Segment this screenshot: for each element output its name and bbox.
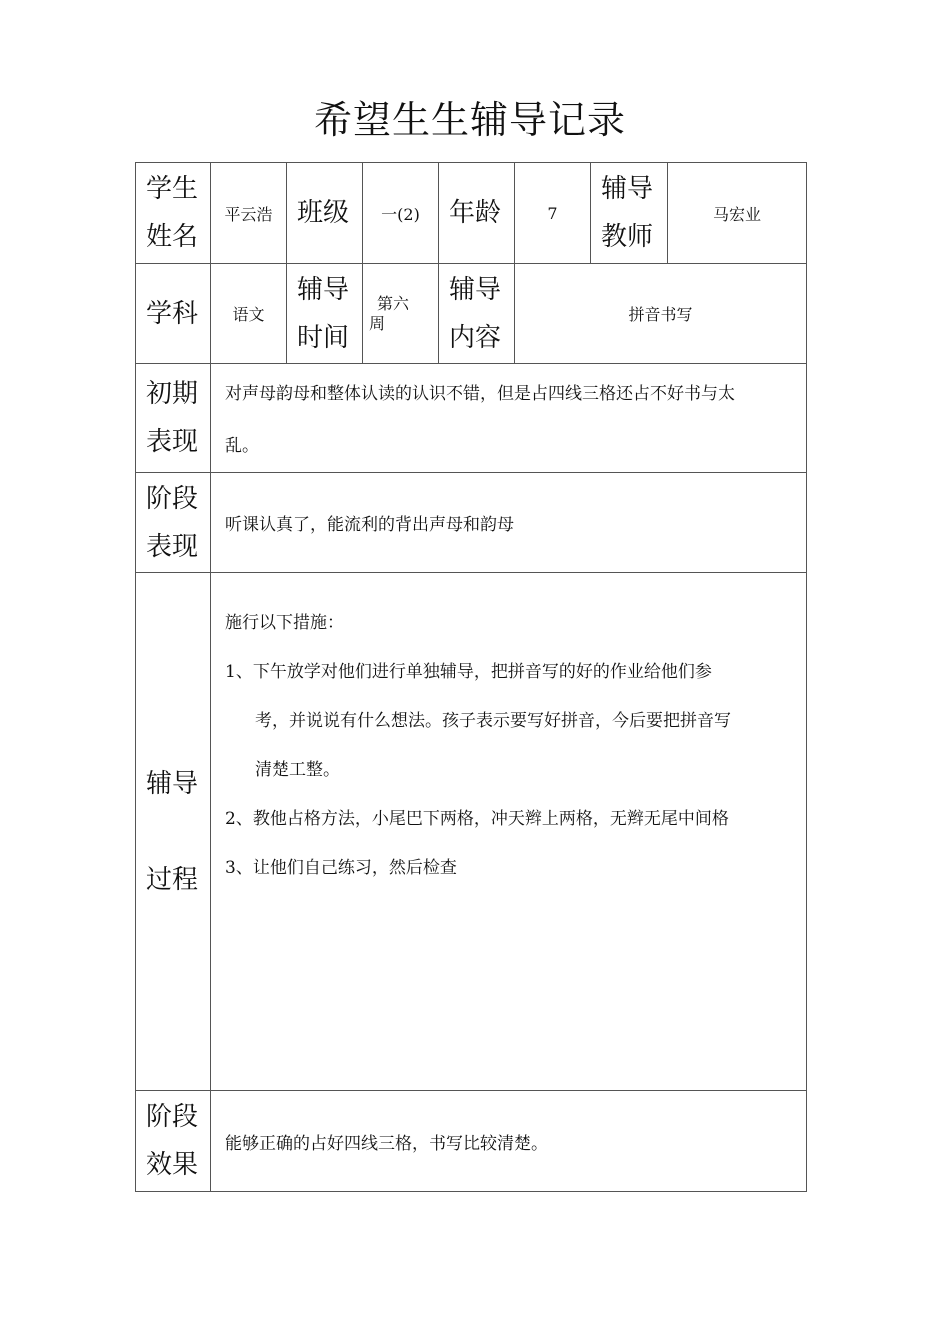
initial-performance-row [136,364,807,473]
class-label: 班级 [287,163,363,264]
stage-effect-row [136,1091,807,1192]
stage-effect-label: 阶段 效果 [136,1091,211,1192]
teacher-name-value: 马宏业 [668,163,807,264]
class-value: 一(2) [363,163,439,264]
initial-performance-label: 初期 表现 [136,364,211,473]
tutoring-content-label: 辅导 内容 [439,264,515,364]
tutoring-time-value: 第六 周 [363,264,439,364]
tutoring-record-table [135,162,807,1192]
stage-performance-row [136,473,807,573]
subject-row [136,264,807,364]
age-value: 7 [515,163,591,264]
teacher-label: 辅导 教师 [591,163,668,264]
age-label: 年龄 [439,163,515,264]
page-title: 希望生生辅导记录 [313,98,626,142]
student-name-label: 学生 姓名 [136,163,211,264]
stage-effect-text: 能够正确的占好四线三格，书写比较清楚。 [211,1091,807,1192]
student-name-value: 平云浩 [211,163,287,264]
subject-label: 学科 [136,264,211,364]
stage-performance-label: 阶段 表现 [136,473,211,573]
subject-value: 语文 [211,264,287,364]
tutoring-process-label: 辅导 过程 [136,573,211,1091]
tutoring-time-label: 辅导 时间 [287,264,363,364]
initial-performance-text: 对声母韵母和整体认读的认识不错，但是占四线三格还占不好书与太 乱。 [211,364,807,473]
tutoring-process-row [136,573,807,1091]
tutoring-process-text: 施行以下措施： 1、下午放学对他们进行单独辅导，把拼音写的好的作业给他们参 考，并说说有什么想法。孩子表示要写好拼音，今后要把拼音写 清楚工整。 2、教他占格方法，小尾巴下两格，冲天辫上两格，无辫无尾中间格 3、让他们自己练习，然后检查 [211,573,807,1091]
stage-performance-text: 听课认真了，能流利的背出声母和韵母 [211,473,807,573]
basic-info-row [136,163,807,264]
tutoring-content-value: 拼音书写 [515,264,807,364]
